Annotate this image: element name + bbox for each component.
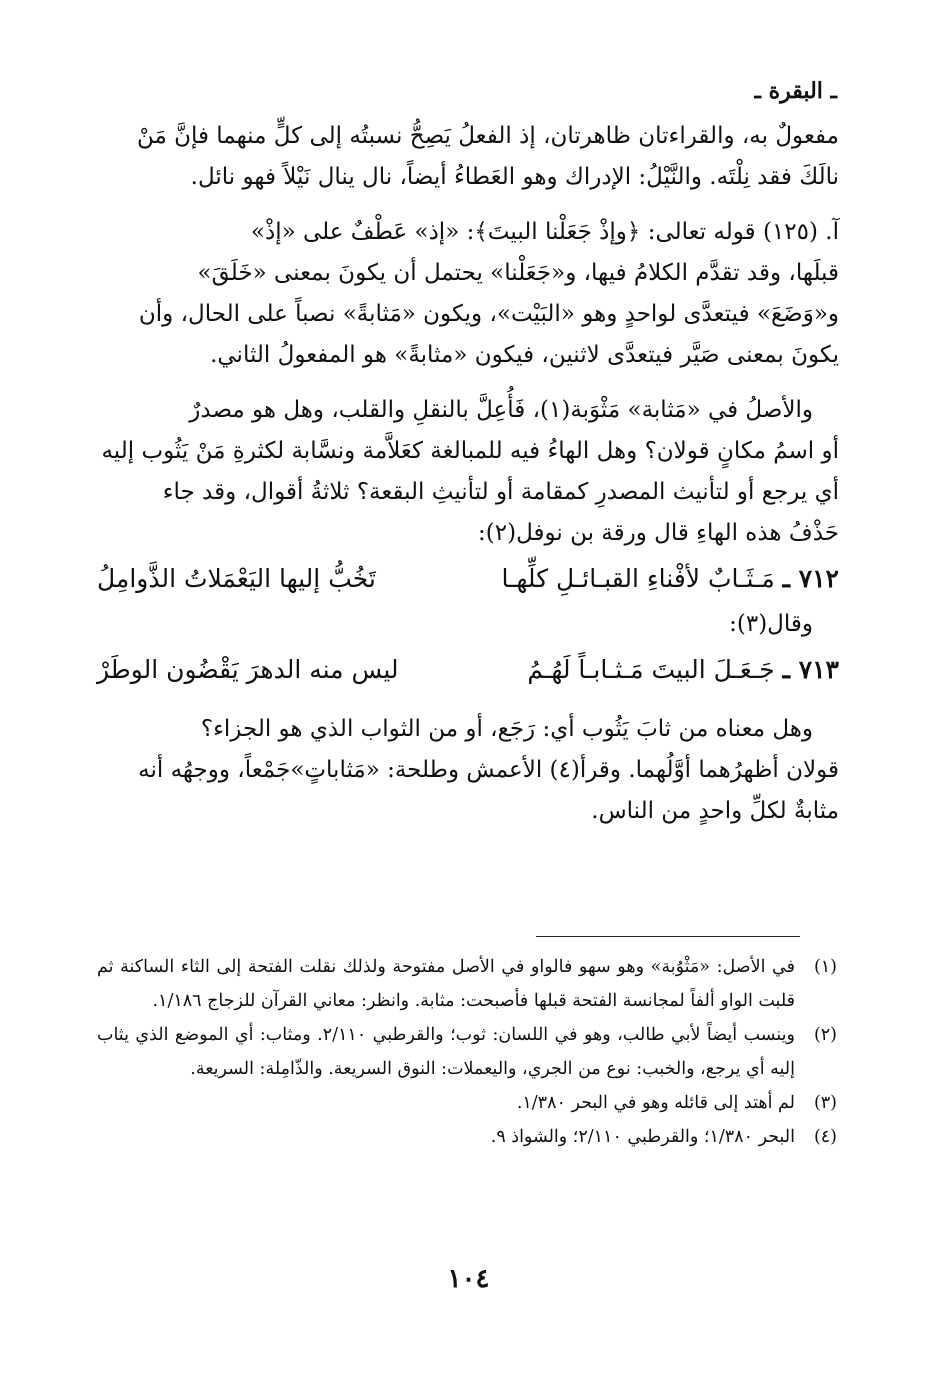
text-line: قولان أظهرُهما أوَّلُهما. وقرأ(٤) الأعمش وطلحة: «مَثاباتٍ»جَمْعاً، ووجهُه أنه — [138, 757, 839, 783]
footnote — [97, 1120, 837, 1154]
text-line: نالَكَ فقد نِلْتَه. والنَّيْلُ: الإدراك وهو العَطاءُ أيضاً، نال ينال نَيْلاً فهو نائل. — [190, 164, 839, 190]
verse-second-hemistich: ليس منه الدهرَ يَقْضُون الوطَرْ — [97, 655, 399, 684]
page-number: ١٠٤ — [447, 1264, 490, 1294]
text-line: قبلَها، وقد تقدَّم الكلامُ فيها، و«جَعَلْنا» يحتمل أن يكونَ بمعنى «خَلَقَ» — [197, 260, 839, 286]
verse-number: ٧١٢ ـ — [782, 564, 839, 593]
footnote — [97, 950, 837, 1018]
verse-first-hemistich: مَـثَـابٌ لأفْناءِ القبـائـلِ كلِّهـا — [501, 564, 775, 593]
footnote-number: (٣) — [813, 1093, 837, 1113]
footnote-number: (٢) — [813, 1025, 837, 1045]
footnote-text: في الأصل: «مَثْوُبة» وهو سهو فالواو في الأصل مفتوحة ولذلك نقلت الفتحة إلى الثاء الساكنة ثم قلبت الواو ألفاً لمجانسة الفتحة قبلها فأصبحت: مثابة. وانظر: معاني القرآن للزجاج ١/١٨٦. — [97, 957, 795, 1011]
poetry-verse — [97, 645, 839, 695]
text-line: و«وَضَعَ» فيتعدَّى لواحدٍ وهو «البَيْت»، ويكون «مَثابةً» نصباً على الحال، وأن — [138, 301, 839, 327]
text-line: مثابةٌ لكلِّ واحدٍ من الناس. — [591, 798, 839, 824]
verse-commentary-heading: آ. (١٢٥) قوله تعالى: ﴿وإذْ جَعَلْنا البيتَ﴾: «إذ» عَطْفٌ على «إذْ» — [250, 219, 839, 245]
running-header: ـ البقرة ـ — [754, 78, 837, 104]
text-line: وهل معناه من ثابَ يَثُوب أي: رَجَع، أو من الثواب الذي هو الجزاء؟ — [200, 716, 813, 742]
footnotes — [97, 950, 837, 1154]
text-line: حَذْفُ هذه الهاءِ قال ورقة بن نوفل(٢): — [478, 520, 839, 546]
footnote-number: (١) — [813, 957, 837, 977]
verse-first-hemistich: جَـعَـلَ البيتَ مَـثـابـاً لَهُـمُ — [527, 655, 775, 684]
text-line: والأصلُ في «مَثابة» مَثْوَبة(١)، فَأُعِلَّ بالنقلِ والقلب، وهل هو مصدرٌ — [189, 397, 813, 423]
text-line: يكونَ بمعنى صَيَّر فيتعدَّى لاثنين، فيكون «مثابةً» هو المفعولُ الثاني. — [210, 342, 839, 368]
footnote-text: وينسب أيضاً لأبي طالب، وهو في اللسان: ثوب؛ والقرطبي ٢/١١٠. ومثاب: أي الموضع الذي يثاب إليه أي يرجع، والخبب: نوع من الجري، واليعملات: النوق السريعة. والذّامِلة: السريعة. — [97, 1025, 796, 1079]
main-text — [97, 116, 839, 832]
footnote-text: لم أهتد إلى قائله وهو في البحر ١/٣٨٠. — [516, 1093, 795, 1113]
verse-number: ٧١٣ ـ — [782, 655, 839, 684]
verse-second-hemistich: تَخُبُّ إليها اليَعْمَلاتُ الذَّوامِلُ — [97, 564, 376, 593]
footnote — [97, 1086, 837, 1120]
footnote-separator — [536, 936, 800, 937]
text-line: وقال(٣): — [729, 611, 813, 637]
text-line: مفعولٌ به، والقراءتان ظاهرتان، إذ الفعلُ يَصِحُّ نسبتُه إلى كلٍّ منهما فإنَّ مَنْ — [136, 123, 839, 149]
footnote-text: البحر ١/٣٨٠؛ والقرطبي ٢/١١٠؛ والشواذ ٩. — [490, 1127, 795, 1147]
text-line: أي يرجع أو لتأنيث المصدرِ كمقامة أو لتأنيثِ البقعة؟ ثلاثةُ أقوال، وقد جاء — [162, 479, 839, 505]
poetry-verse — [97, 554, 839, 604]
text-line: أو اسمُ مكانٍ قولان؟ وهل الهاءُ فيه للمبالغة كعَلاَّمة ونسَّابة لكثرةِ مَنْ يَثُوب إليه — [101, 438, 839, 464]
footnote — [97, 1018, 837, 1086]
footnote-number: (٤) — [813, 1127, 837, 1147]
